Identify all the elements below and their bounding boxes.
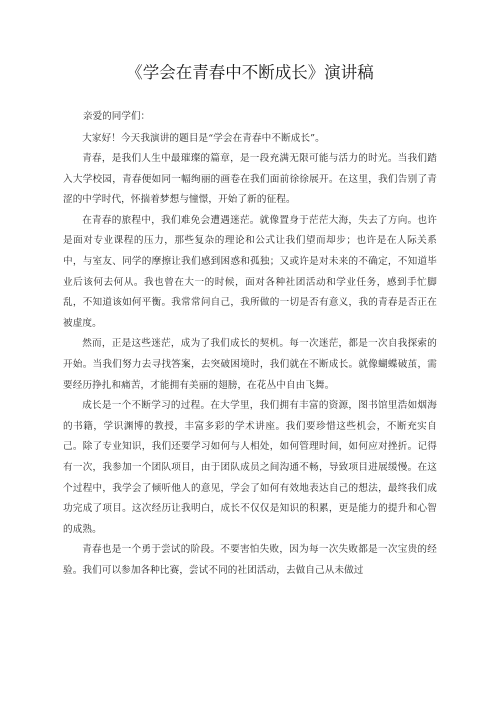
paragraph-trying: 青春也是一个勇于尝试的阶段。不要害怕失败，因为每一次失败都是一次宝贵的经验。我们可以参加各种比赛，尝试不同的社团活动，去做自己从未做过 [63,544,437,576]
paragraph-opportunity: 然而，正是这些迷茫，成为了我们成长的契机。每一次迷茫，都是一次自我探索的开始。当我们努力去寻找答案，去突破困境时，我们就在不断成长。就像蝴蝶破茧，需要经历挣扎和痛苦，才能拥有美丽的翅膀，在花丛中自由飞舞。 [63,338,437,391]
paragraph-youth: 青春，是我们人生中最璀璨的篇章，是一段充满无限可能与活力的时光。当我们踏入大学校园，青春便如同一幅绚丽的画卷在我们面前徐徐展开。在这里，我们告别了青涩的中学时代，怀揣着梦想与憧憬，开始了新的征程。 [63,153,437,206]
speech-title: 《学会在青春中不断成长》演讲稿 [126,63,374,82]
paragraph-confusion: 在青春的旅程中，我们难免会遭遇迷茫。就像置身于茫茫大海，失去了方向。也许是面对专业课程的压力，那些复杂的理论和公式让我们望而却步；也许是在人际关系中，与室友、同学的摩擦让我们感到困惑和孤独；又或许是对未来的不确定，不知道毕业后该何去何从。我也曾在大一的时候，面对各种社团活动和学业任务，感到手忙脚乱，不知道该如何平衡。我常常问自己，我所做的一切是否有意义，我的青春是否正在被虚度。 [63,214,437,329]
paragraph-learning: 成长是一个不断学习的过程。在大学里，我们拥有丰富的资源，图书馆里浩如烟海的书籍，学识渊博的教授，丰富多彩的学术讲座。我们要珍惜这些机会，不断充实自己。除了专业知识，我们还要学习如何与人相处，如何管理时间，如何应对挫折。记得有一次，我参加一个团队项目，由于团队成员之间沟通不畅，导致项目进展缓慢。在这个过程中，我学会了倾听他人的意见，学会了如何有效地表达自己的想法，最终我们成功完成了项目。这次经历让我明白，成长不仅仅是知识的积累，更是能力的提升和心智的成熟。 [63,400,437,535]
paragraph-greeting: 大家好！今天我演讲的题目是“学会在青春中不断成长”。 [82,132,325,144]
salutation: 亲爱的同学们： [83,111,151,122]
